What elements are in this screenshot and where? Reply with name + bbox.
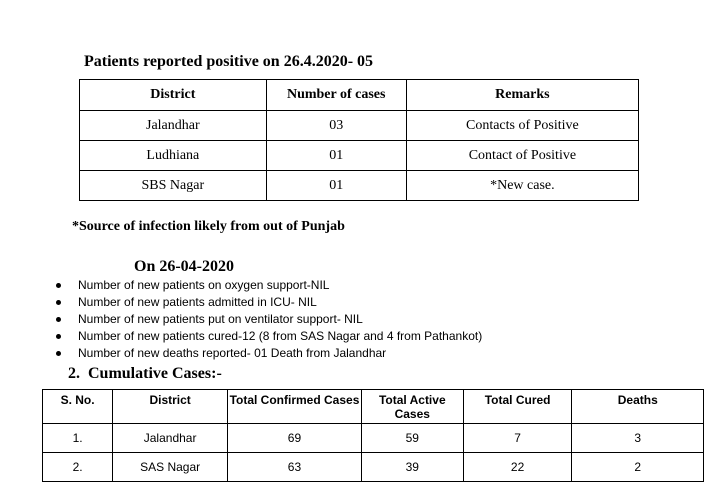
district-cell: Ludhiana [80,141,267,171]
deaths-cell: 3 [572,424,704,453]
column-header-district: District [80,80,267,111]
remarks-cell: *New case. [406,171,638,201]
active-cell: 39 [361,453,463,482]
cases-cell: 03 [266,111,406,141]
bullet-icon [56,351,61,356]
list-item-text: Number of new deaths reported- 01 Death from Jalandhar [78,346,387,360]
confirmed-cell: 69 [228,424,362,453]
list-item [52,345,482,362]
district-cell: Jalandhar [80,111,267,141]
column-header-district: District [113,390,228,424]
table-row [80,141,639,171]
positive-cases-table [79,79,639,201]
district-cell: SBS Nagar [80,171,267,201]
list-item [52,311,482,328]
list-item-text: Number of new patients cured-12 (8 from SAS Nagar and 4 from Pathankot) [78,329,483,343]
deaths-cell: 2 [572,453,704,482]
bullet-icon [56,283,61,288]
section-title: Cumulative Cases:- [88,365,222,382]
bullet-icon [56,334,61,339]
cumulative-heading [68,365,222,383]
active-cell: 59 [361,424,463,453]
section-number: 2. [68,365,80,382]
confirmed-cell: 63 [228,453,362,482]
column-header-number-of-cases: Number of cases [266,80,406,111]
list-item [52,294,482,311]
cases-cell: 01 [266,171,406,201]
column-header-deaths: Deaths [572,390,704,424]
district-cell: Jalandhar [113,424,228,453]
table-row [80,111,639,141]
column-header-total-confirmed: Total Confirmed Cases [228,390,362,424]
list-item [52,328,482,345]
cured-cell: 7 [463,424,572,453]
list-item-text: Number of new patients on oxygen support-NIL [78,278,330,292]
cured-cell: 22 [463,453,572,482]
table-header-row [43,390,704,424]
bullet-icon [56,300,61,305]
date-heading: On 26-04-2020 [134,258,234,275]
remarks-cell: Contacts of Positive [406,111,638,141]
source-note: *Source of infection likely from out of Punjab [72,219,345,234]
column-header-remarks: Remarks [406,80,638,111]
table-header-row [80,80,639,111]
table-row [80,171,639,201]
list-item-text: Number of new patients admitted in ICU- NIL [78,295,317,309]
column-header-total-cured: Total Cured [463,390,572,424]
column-header-s-no: S. No. [43,390,113,424]
report-title: Patients reported positive on 26.4.2020- 05 [84,53,374,70]
list-item [52,277,482,294]
cases-cell: 01 [266,141,406,171]
bullet-icon [56,317,61,322]
table-row [43,424,704,453]
remarks-cell: Contact of Positive [406,141,638,171]
table-row [43,453,704,482]
daily-summary-list [52,277,482,362]
s-no-cell: 1. [43,424,113,453]
column-header-total-active: Total Active Cases [361,390,463,424]
district-cell: SAS Nagar [113,453,228,482]
list-item-text: Number of new patients put on ventilator support- NIL [78,312,363,326]
s-no-cell: 2. [43,453,113,482]
cumulative-cases-table [42,389,704,482]
